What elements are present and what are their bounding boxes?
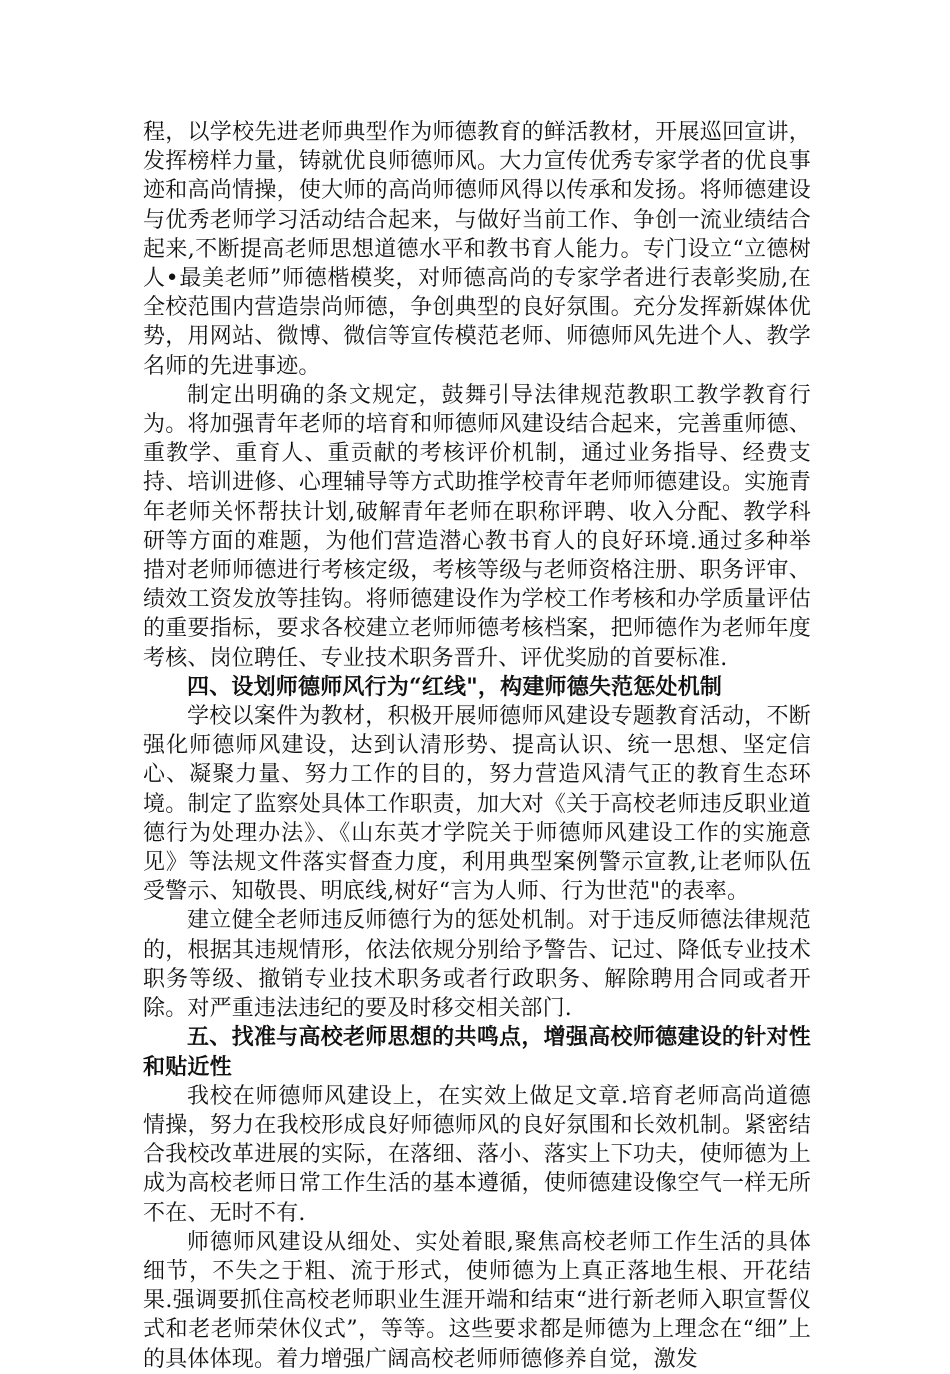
document-page bbox=[143, 118, 811, 1374]
paragraph-effectiveness: 我校在师德师风建设上，在实效上做足文章.培育老师高尚道德情操，努力在我校形成良好师德师风的良好氛围和长效机制。紧密结合我校改革进展的实际，在落细、落小、落实上下功夫，使师德为上成为高校老师日常工作生活的基本遵循，使师德建设像空气一样无所不在、无时不有. bbox=[143, 1083, 811, 1226]
paragraph-details: 师德师风建设从细处、实处着眼,聚焦高校老师工作生活的具体细节，不失之于粗、流于形式，使师德为上真正落地生根、开花结果.强调要抓住高校老师职业生涯开端和结束“进行新老师入职宣誓仪式和老老师荣休仪式”，等等。这些要求都是师德为上理念在“细”上的具体体现。着力增强广阔高校老师师德修养自觉，激发 bbox=[143, 1229, 811, 1372]
section-heading-4: 四、设划师德师风行为“红线"，构建师德失范惩处机制 bbox=[187, 673, 723, 700]
paragraph-punishment-mechanism: 建立健全老师违反师德行为的惩处机制。对于违反师德法律规范的，根据其违规情形，依法依规分别给予警告、记过、降低专业技术职务等级、撤销专业技术职务或者行政职务、解除聘用合同或者开除。对严重违法违纪的要及时移交相关部门. bbox=[143, 908, 811, 1022]
paragraph-regulations: 制定出明确的条文规定，鼓舞引导法律规范教职工教学教育行为。将加强青年老师的培育和师德师风建设结合起来，完善重师德、重教学、重育人、重贡献的考核评价机制，通过业务指导、经费支持、培训进修、心理辅导等方式助推学校青年老师师德建设。实施青年老师关怀帮扶计划,破解青年老师在职称评聘、收入分配、教学科研等方面的难题，为他们营造潜心教书育人的良好环境.通过多种举措对老师师德进行考核定级，考核等级与老师资格注册、职务评审、绩效工资发放等挂钩。将师德建设作为学校工作考核和办学质量评估的重要指标，要求各校建立老师师德考核档案，把师德作为老师年度考核、岗位聘任、专业技术职务晋升、评优奖励的首要标准. bbox=[143, 382, 811, 671]
section-heading-5: 五、找准与高校老师思想的共鸣点，增强高校师德建设的针对性和贴近性 bbox=[143, 1024, 811, 1080]
paragraph-case-education: 学校以案件为教材，积极开展师德师风建设专题教育活动，不断强化师德师风建设，达到认清形势、提高认识、统一思想、坚定信心、凝聚力量、努力工作的目的，努力营造风清气正的教育生态环境。制定了监察处具体工作职责，加大对《关于高校老师违反职业道德行为处理办法》、《山东英才学院关于师德师风建设工作的实施意见》等法规文件落实督查力度，利用典型案例警示宣教,让老师队伍受警示、知敬畏、明底线,树好“言为人师、行为世范"的表率。 bbox=[143, 704, 811, 905]
paragraph-continuation: 程，以学校先进老师典型作为师德教育的鲜活教材，开展巡回宣讲，发挥榜样力量，铸就优良师德师风。大力宣传优秀专家学者的优良事迹和高尚情操，使大师的高尚师德师风得以传承和发扬。将师德建设与优秀老师学习活动结合起来，与做好当前工作、争创一流业绩结合起来,不断提高老师思想道德水平和教书育人能力。专门设立“立德树人•最美老师”师德楷模奖，对师德高尚的专家学者进行表彰奖励,在全校范围内营造崇尚师德，争创典型的良好氛围。充分发挥新媒体优势，用网站、微博、微信等宣传模范老师、师德师风先进个人、教学名师的先进事迹。 bbox=[143, 120, 811, 379]
